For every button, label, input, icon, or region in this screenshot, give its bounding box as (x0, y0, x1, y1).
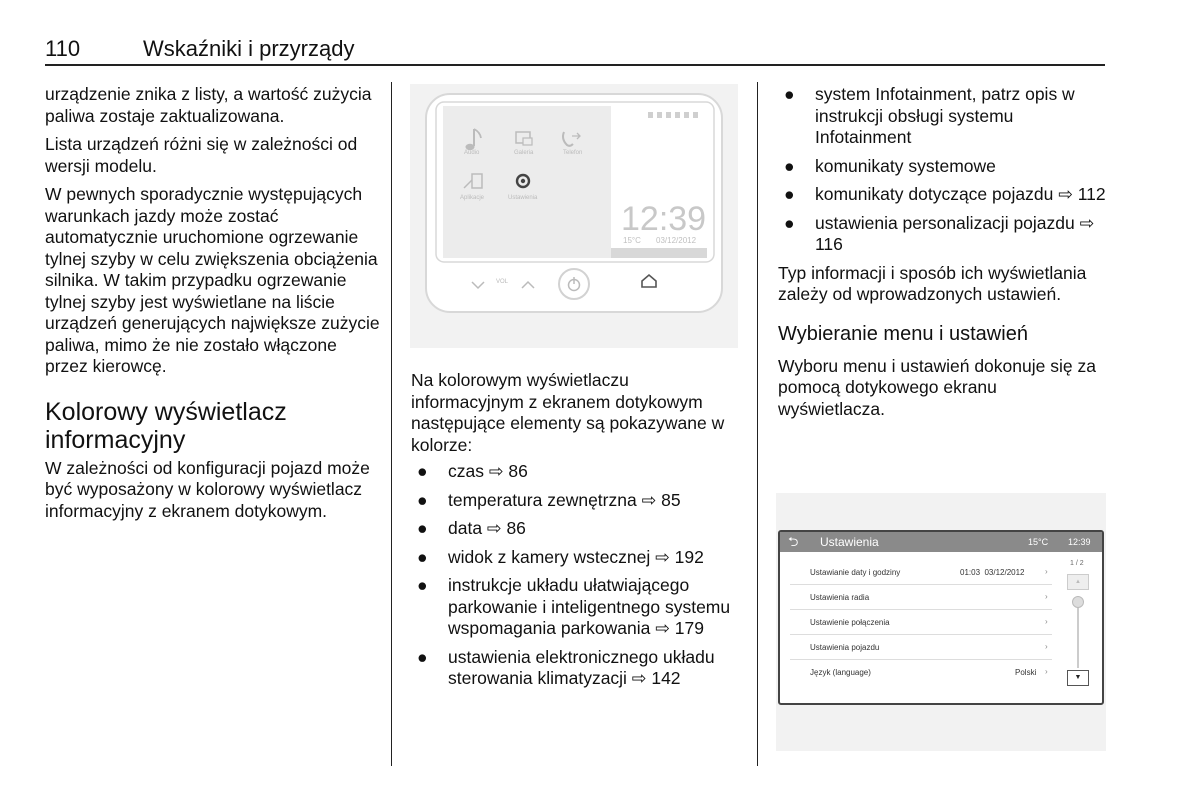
settings-row-connection[interactable] (790, 612, 1052, 635)
bullet: ● (417, 546, 428, 567)
row-label: Język (language) (810, 668, 871, 677)
scroll-down-button[interactable]: ▼ (1067, 670, 1089, 686)
column-3 (778, 84, 1108, 427)
bullet: ● (417, 518, 428, 538)
column-1 (45, 84, 380, 529)
settings-row-date-time[interactable] (790, 562, 1052, 585)
time-display: 12:39 (1068, 537, 1091, 547)
app-label-settings: Ustawienia (508, 195, 538, 201)
paragraph: W zależności od konfiguracji pojazd może być wyposażony w kolorowy wyświetlacz informacyjny z ekranem dotykowym. (45, 457, 370, 521)
scroll-thumb[interactable] (1072, 596, 1084, 608)
app-label-audio: Audio (464, 150, 480, 156)
header-title: Wskaźniki i przyrządy (143, 36, 355, 61)
list-item-text: czas ⇨ 86 (448, 461, 528, 481)
chevron-right-icon: › (1045, 667, 1048, 676)
row-label: Ustawienia radia (810, 593, 870, 602)
paragraph: Na kolorowym wyświetlaczu informacyjnym z ekranem dotykowym następujące elementy są pokazywane w kolorze: (411, 370, 725, 455)
temperature-display: 15°C (623, 236, 641, 245)
chevron-right-icon: › (1045, 567, 1048, 576)
screen-title: Ustawienia (820, 535, 879, 549)
list-item (411, 647, 746, 690)
section-heading: Wybieranie menu i ustawień (778, 322, 1028, 345)
column-divider-1 (391, 82, 392, 766)
app-label-phone: Telefon (563, 150, 583, 156)
scroll-up-button[interactable]: ▲ (1067, 574, 1089, 590)
feature-list (411, 461, 746, 690)
settings-figure (776, 493, 1106, 751)
bullet: ● (417, 646, 428, 667)
paragraph: urządzenie znika z listy, a wartość zużycia paliwa zostaje zaktualizowana. (45, 84, 372, 126)
settings-screen (778, 530, 1104, 705)
row-value: Polski (1015, 668, 1037, 677)
list-item-text: komunikaty dotyczące pojazdu ⇨ 112 (815, 184, 1106, 204)
list-item (778, 156, 1108, 178)
section-heading-line2: informacyjny (45, 425, 186, 454)
list-item-text: komunikaty systemowe (815, 155, 996, 176)
row-label: Ustawienie połączenia (810, 618, 890, 627)
bullet: ● (784, 84, 795, 104)
list-item (411, 575, 746, 640)
row-label: Ustawienia pojazdu (810, 643, 880, 652)
column-2 (411, 370, 746, 697)
title-bar (780, 532, 1102, 552)
list-item (411, 461, 746, 483)
infotainment-figure (410, 84, 738, 348)
list-item (411, 547, 746, 569)
paragraph: Typ informacji i sposób ich wyświetlania zależy od wprowadzonych ustawień. (778, 262, 1087, 304)
list-item (411, 518, 746, 540)
bullet: ● (784, 155, 795, 176)
paragraph: Lista urządzeń różni się w zależności od wersji modelu. (45, 134, 358, 176)
chevron-right-icon: › (1045, 592, 1048, 601)
back-icon[interactable]: ⮌ (788, 534, 799, 549)
list-item-text: instrukcje układu ułatwiającego parkowanie i inteligentnego systemu wspomagania parkowania ⇨ 179 (448, 575, 731, 638)
list-item-text: system Infotainment, patrz opis w instrukcji obsługi systemu Infotainment (815, 84, 1075, 147)
column-divider-2 (757, 82, 758, 766)
page-indicator: 1 / 2 (1070, 560, 1084, 567)
list-item-text: data ⇨ 86 (448, 518, 526, 538)
list-item-text: ustawienia personalizacji pojazdu ⇨ 116 (815, 212, 1095, 254)
row-label: Ustawianie daty i godziny (810, 568, 901, 577)
list-item (778, 84, 1108, 149)
header-divider (45, 64, 1105, 66)
volume-label: VOL (496, 279, 509, 285)
settings-row-language[interactable] (790, 662, 1052, 684)
page-number: 110 (45, 36, 81, 61)
bullet: ● (417, 489, 428, 510)
list-item (778, 213, 1108, 256)
app-label-apps: Aplikacje (460, 195, 485, 201)
row-value: 01:03 03/12/2012 (960, 568, 1025, 577)
paragraph: Wyboru menu i ustawień dokonuje się za pomocą dotykowego ekranu wyświetlacza. (778, 355, 1096, 419)
settings-row-vehicle[interactable] (790, 637, 1052, 660)
feature-list-continued (778, 84, 1108, 256)
section-heading (45, 398, 380, 454)
chevron-right-icon: › (1045, 617, 1048, 626)
list-item (778, 184, 1108, 206)
list-item-text: temperatura zewnętrzna ⇨ 85 (448, 489, 681, 510)
clock-display: 12:39 (621, 200, 707, 238)
bullet: ● (784, 212, 795, 233)
page-header (45, 36, 1105, 64)
list-item-text: ustawienia elektronicznego układu sterowania klimatyzacji ⇨ 142 (448, 646, 715, 688)
list-item (411, 490, 746, 512)
bullet: ● (417, 461, 428, 481)
section-heading-line1: Kolorowy wyświetlacz (45, 397, 287, 426)
list-item-text: widok z kamery wstecznej ⇨ 192 (448, 546, 704, 567)
temperature-display: 15°C (1028, 537, 1049, 547)
bullet: ● (417, 575, 428, 595)
chevron-right-icon: › (1045, 642, 1048, 651)
date-display: 03/12/2012 (656, 236, 697, 245)
app-label-gallery: Galeria (514, 150, 534, 156)
settings-row-radio[interactable] (790, 587, 1052, 610)
bullet: ● (784, 184, 795, 204)
paragraph: W pewnych sporadycznie występujących warunkach jazdy może zostać automatycznie uruchomione ogrzewanie tylnej szyby w celu zwiększenia obciążenia silnika. W takim przypadku ogrzewanie tylnej szyby jest wyświetlane na liście urządzeń generujących największe zużycie paliwa, mimo że nie zostało włączone przez kierowcę. (45, 184, 380, 376)
